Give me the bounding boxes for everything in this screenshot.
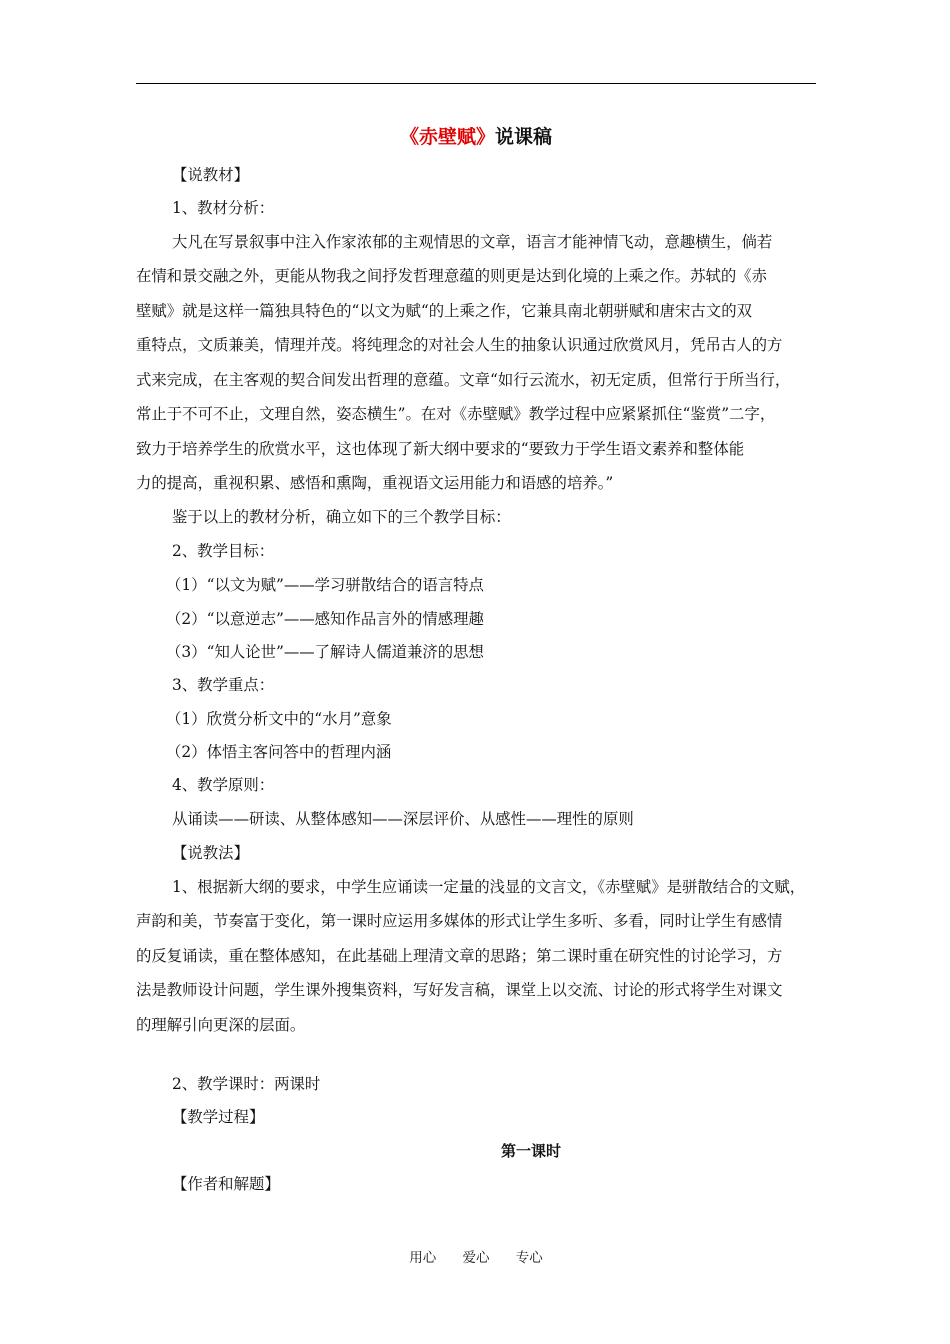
text-line: （2）体悟主客问答中的哲理内涵 [166,743,392,761]
text-line: 常止于不可不止，文理自然，姿态横生”。在对《赤壁赋》教学过程中应紧紧抓住“鉴赏”二字， [136,405,776,423]
text-line: 鉴于以上的教材分析，确立如下的三个教学目标： [172,508,511,526]
text-line: （1）欣赏分析文中的“水月”意象 [166,710,392,728]
text-line: 大凡在写景叙事中注入作家浓郁的主观情思的文章，语言才能神情飞动，意趣横生，倘若 [172,233,773,251]
text-line: 式来完成，在主客观的契合间发出哲理的意蕴。文章“如行云流水，初无定质，但常行于所当行， [136,371,791,389]
text-line: 4、教学原则： [172,776,275,794]
text-line: 3、教学重点： [172,676,275,694]
text-line: 的反复诵读，重在整体感知，在此基础上理清文章的思路；第二课时重在研究性的讨论学习，方 [136,947,783,965]
footer-text-3: 专心 [515,1250,543,1266]
text-line: 声韵和美，节奏富于变化，第一课时应运用多媒体的形式让学生多听、多看，同时让学生有感情 [136,912,783,930]
text-line: 【说教材】 [172,166,249,184]
text-line: 力的提高，重视积累、感悟和熏陶，重视语文运用能力和语感的培养。” [136,474,614,492]
text-line: （2）“以意逆志”——感知作品言外的情感理趣 [166,610,484,628]
text-line: 在情和景交融之外，更能从物我之间抒发哲理意蕴的则更是达到化境的上乘之作。苏轼的《赤 [136,267,768,285]
text-line: （1）“以文为赋”——学习骈散结合的语言特点 [166,576,484,594]
text-line: 1、教材分析： [172,199,275,217]
text-line: 2、教学目标： [172,542,275,560]
text-line: 法是教师设计问题，学生课外搜集资料，写好发言稿，课堂上以交流、讨论的形式将学生对课文 [136,981,783,999]
title-part2: 说课稿 [495,126,553,148]
text-line: 【说教法】 [172,844,249,862]
footer-text-1: 用心 [409,1250,437,1266]
subheading: 第一课时 [500,1142,561,1160]
text-line: 1、根据新大纲的要求，中学生应诵读一定量的浅显的文言文，《赤壁赋》是骈散结合的文赋， [172,878,806,896]
text-line: 壁赋》就是这样一篇独具特色的“以文为赋“的上乘之作，它兼具南北朝骈赋和唐宋古文的双 [136,302,752,320]
text-line: 【教学过程】 [172,1108,265,1126]
text-line: 2、教学课时：两课时 [172,1075,321,1093]
page-title [136,124,816,150]
text-line: 致力于培养学生的欣赏水平，这也体现了新大纲中要求的“要致力于学生语文素养和整体能 [136,440,745,458]
text-line: 的理解引向更深的层面。 [136,1016,306,1034]
text-line: 从诵读——研读、从整体感知——深层评价、从感性——理性的原则 [172,810,634,828]
footer-text-2: 爱心 [462,1250,490,1266]
page-footer [136,1248,816,1268]
text-line: （3）“知人论世”——了解诗人儒道兼济的思想 [166,643,484,661]
text-line: 重特点，文质兼美，情理并茂。将纯理念的对社会人生的抽象认识通过欣赏风月，凭吊古人的方 [136,336,783,354]
header-rule [136,83,816,84]
text-line: 【作者和解题】 [172,1175,280,1193]
title-part1: 《赤壁赋》 [399,126,495,148]
